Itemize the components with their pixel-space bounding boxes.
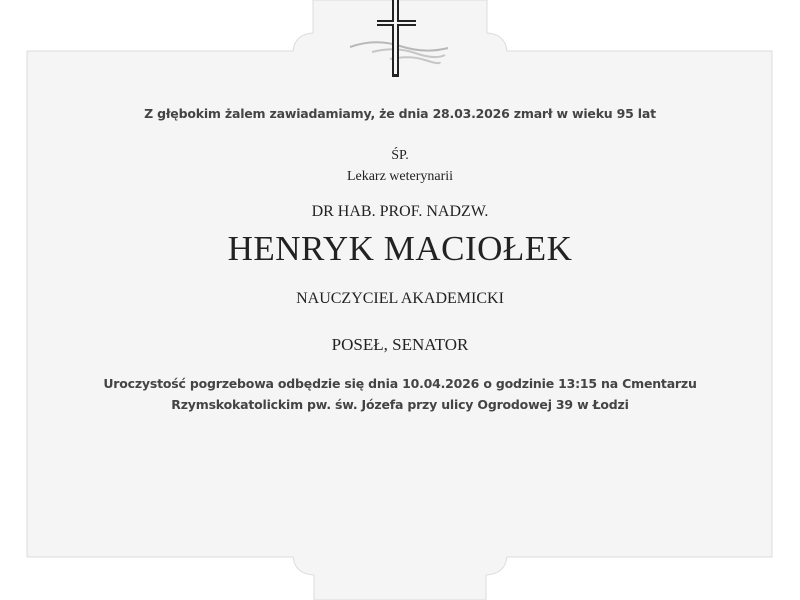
funeral-info-line-2: Rzymskokatolickim pw. św. Józefa przy ulicy Ogrodowej 39 w Łodzi [171,397,629,412]
prefix-text: ŚP. [391,148,409,163]
role-text-1: NAUCZYCIEL AKADEMICKI [296,290,504,307]
funeral-info-line-1: Uroczystość pogrzebowa odbędzie się dnia 10.04.2026 o godzinie 13:15 na Cmentarzu [103,376,697,391]
profession-text: Lekarz weterynarii [346,169,454,184]
intro-text: Z głębokim żalem zawiadamiamy, że dnia 28.03.2026 zmarł w wieku 95 lat [144,106,656,121]
role-text-2: POSEŁ, SENATOR [331,335,469,354]
academic-title: DR HAB. PROF. NADZW. [311,203,489,220]
deceased-name: HENRYK MACIOŁEK [227,229,573,268]
